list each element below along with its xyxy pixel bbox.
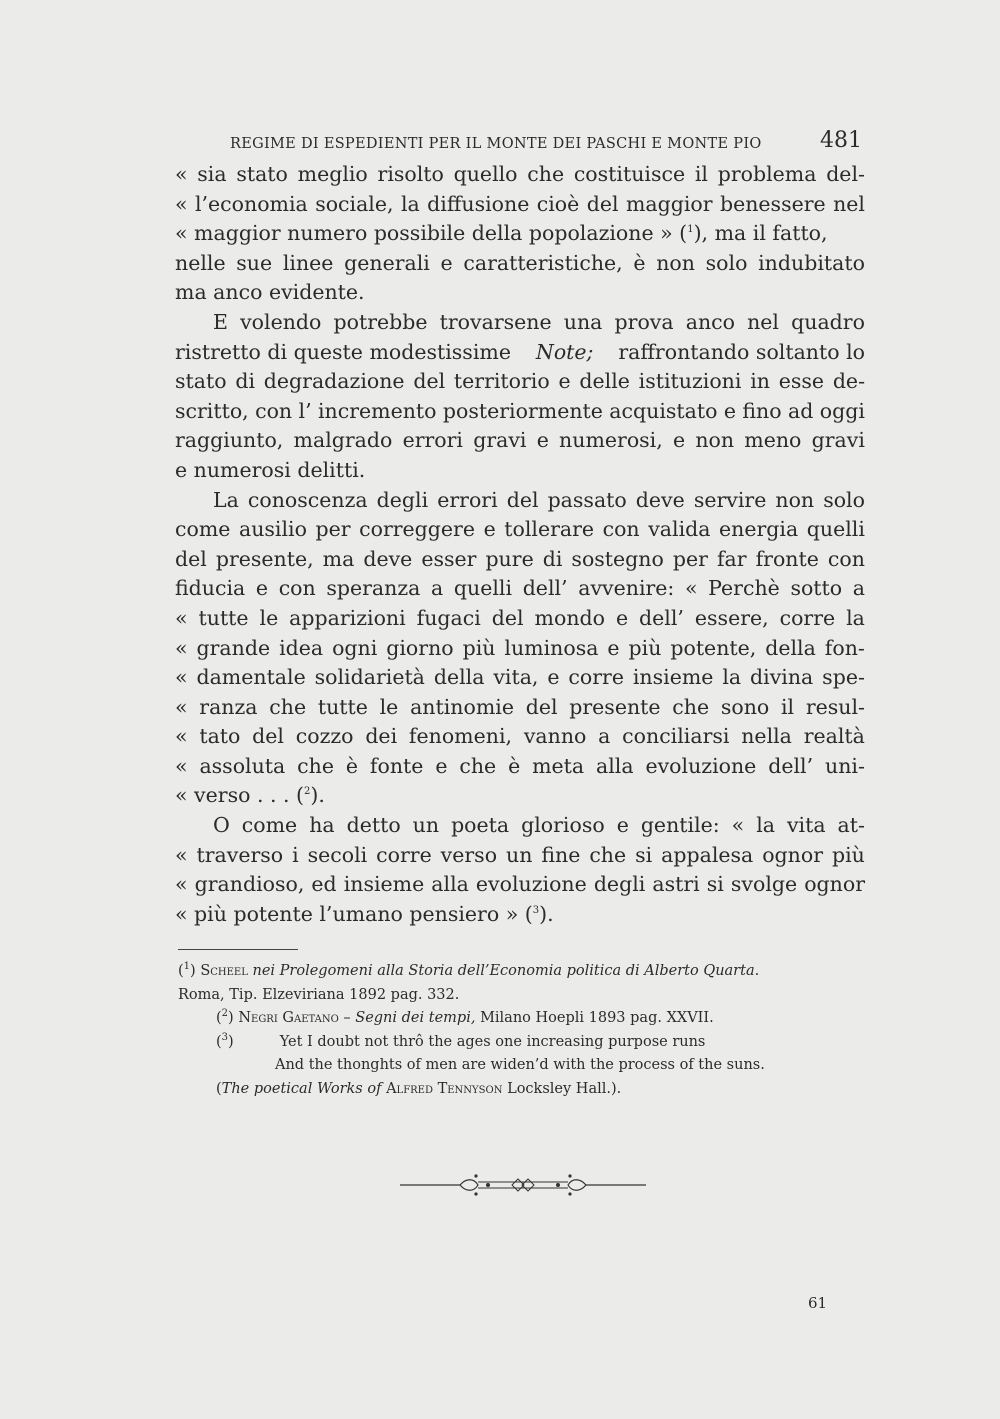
word: ha — [309, 813, 335, 838]
word: del — [506, 487, 539, 512]
word: del — [586, 191, 619, 216]
word: pure — [485, 546, 534, 571]
word: realtà — [803, 724, 865, 749]
word: le — [259, 605, 279, 630]
word: volendo — [240, 309, 322, 334]
word: appalesa — [661, 842, 754, 867]
running-title: REGIME DI ESPEDIENTI PER IL MONTE DEI PASCHI E MONTE PIO — [230, 136, 762, 152]
ornament-divider-icon — [400, 1170, 646, 1200]
word: tutte — [198, 605, 249, 630]
word: in — [750, 369, 770, 394]
word: che — [459, 753, 497, 778]
word: « — [684, 576, 698, 601]
word: svolge — [730, 872, 798, 897]
word: E — [213, 309, 228, 334]
word: più — [462, 635, 496, 660]
word: problema — [717, 162, 817, 186]
word: prova — [614, 309, 674, 334]
word: insieme — [343, 872, 425, 897]
word: presente — [569, 694, 661, 719]
word: passato — [547, 487, 627, 512]
footnote-2: ($^2$) Negri Gaetano – Segni dei tempi, Milano Hoepli 1893 pag. XXVII. — [216, 1008, 714, 1026]
word: « — [175, 872, 188, 897]
word: « — [175, 724, 188, 749]
word: O — [213, 813, 230, 838]
text-line — [175, 634, 865, 664]
text-line: ma anco evidente. — [175, 280, 365, 305]
footnote-3-source: (The poetical Works of Alfred Tennyson Locksley Hall.). — [216, 1080, 622, 1097]
text-segment: « verso . . . ($^2$). — [175, 783, 325, 808]
word: giorno — [386, 635, 454, 660]
word: posteriormente — [442, 398, 603, 423]
word: numerosi, — [559, 428, 663, 453]
footnote-title: Segni dei tempi, — [355, 1010, 476, 1026]
text-line — [175, 811, 865, 841]
word: come — [175, 517, 231, 542]
word: il — [780, 694, 795, 719]
text-line — [175, 781, 865, 811]
word: di — [235, 369, 256, 394]
word: acquistato — [609, 398, 718, 423]
word: « — [175, 842, 188, 867]
word: con — [255, 398, 293, 423]
main-text — [175, 160, 865, 929]
folio-number: 61 — [808, 1294, 828, 1312]
footnote-ref[interactable]: 3 — [532, 905, 540, 917]
word: dell’ — [768, 753, 814, 778]
word: ma — [322, 546, 355, 571]
word: la — [400, 191, 420, 216]
word: per — [672, 546, 708, 571]
footnote-author: Negri Gaetano — [238, 1010, 339, 1026]
word: trovarsene — [439, 309, 552, 334]
text-line — [175, 486, 865, 516]
word: e — [440, 250, 453, 275]
word: conciliarsi — [622, 724, 730, 749]
word: del — [525, 694, 558, 719]
word: ognor — [804, 872, 865, 897]
footnote-mark: 2 — [221, 1008, 229, 1020]
word: fronte — [755, 546, 819, 571]
word: del — [491, 605, 524, 630]
word: un — [506, 842, 533, 867]
word: del — [175, 546, 207, 571]
word: tato — [199, 724, 241, 749]
word: traverso — [196, 842, 284, 867]
text-segment: « più potente l’umano pensiero » ($^3$). — [175, 901, 554, 926]
word: e — [672, 428, 686, 453]
word: più — [831, 842, 865, 867]
word: territorio — [453, 369, 550, 394]
word: si — [635, 842, 653, 867]
word: quelli — [453, 576, 513, 601]
word: il — [694, 162, 708, 186]
word: alla — [596, 753, 634, 778]
word: un — [412, 813, 440, 838]
word: scritto, — [175, 398, 249, 423]
word: più — [628, 635, 662, 660]
footnote-1-cont: Roma, Tip. Elzeviriana 1892 pag. 332. — [178, 986, 460, 1003]
page-number: 481 — [820, 128, 862, 153]
word: grandioso, — [194, 872, 305, 897]
footnote-ref[interactable]: 1 — [687, 224, 694, 236]
word: uni- — [825, 753, 865, 778]
word: degli — [593, 872, 646, 897]
footnote-author: Scheel — [200, 963, 248, 979]
word: quelli — [806, 517, 865, 542]
word: esser — [421, 546, 477, 571]
word: verso — [440, 842, 498, 867]
text-line — [175, 900, 865, 930]
word: « — [175, 694, 188, 719]
word: sostegno — [571, 546, 664, 571]
word: potrebbe — [333, 309, 428, 334]
text-line — [175, 308, 865, 338]
word: che — [269, 694, 307, 719]
word: linee — [282, 250, 334, 275]
footnote-mark: 1 — [183, 961, 191, 973]
word: at- — [837, 813, 865, 838]
word: insieme — [632, 665, 714, 690]
word: errori — [437, 487, 498, 512]
word: « — [175, 605, 188, 630]
word: « — [175, 162, 188, 186]
word: ed — [311, 872, 337, 897]
word: benessere — [719, 191, 826, 216]
footnote-ref[interactable]: 2 — [304, 786, 311, 798]
text-line — [175, 249, 865, 279]
text-line: e numerosi delitti. — [175, 457, 366, 482]
word: dell’ — [522, 576, 568, 601]
word: deve — [363, 546, 413, 571]
word: far — [716, 546, 747, 571]
word: ogni — [332, 635, 378, 660]
word: con — [602, 517, 640, 542]
word: per — [315, 517, 351, 542]
word: quello — [453, 162, 518, 186]
word: assoluta — [199, 753, 286, 778]
word: malgrado — [293, 428, 393, 453]
word: che — [589, 842, 627, 867]
text-line — [175, 574, 865, 604]
word: nel — [747, 309, 779, 334]
word: indubitato — [758, 250, 865, 275]
text-line — [175, 160, 865, 190]
word: valida — [648, 517, 711, 542]
word: luminosa — [504, 635, 599, 660]
word: « — [175, 753, 188, 778]
text-segment: « maggior numero possibile della popolazione » ($^1$), ma il fatto, — [175, 221, 828, 246]
word: e — [616, 813, 629, 838]
text-line — [175, 663, 865, 693]
word: meno — [744, 428, 802, 453]
word: detto — [346, 813, 401, 838]
text-line — [175, 426, 865, 456]
word: e — [547, 665, 560, 690]
word: sue — [236, 250, 273, 275]
word: della — [765, 635, 816, 660]
word: fon- — [824, 635, 865, 660]
word: solidarietà — [314, 665, 425, 690]
word: è — [633, 250, 646, 275]
footnote-3: ($^3$) Yet I doubt not thrô the ages one increasing purpose runs — [216, 1031, 706, 1050]
word: astri — [652, 872, 700, 897]
footnotes — [178, 960, 868, 1101]
word: che — [527, 162, 565, 186]
word: ranza — [199, 694, 258, 719]
italic-word: Note; — [535, 339, 594, 364]
word: diffusione — [427, 191, 530, 216]
text-line — [175, 190, 865, 220]
footnote-separator — [178, 949, 298, 950]
word: evoluzione — [475, 872, 587, 897]
word: non — [656, 250, 695, 275]
word: « — [731, 813, 745, 838]
word: de- — [832, 369, 865, 394]
word: la — [756, 813, 775, 838]
word: sia — [197, 162, 227, 186]
word: fiducia — [175, 576, 246, 601]
word: fenomeni, — [408, 724, 513, 749]
word: e — [536, 428, 549, 453]
word: stato — [175, 369, 227, 394]
text-line — [175, 841, 865, 871]
footnote-1: ($^1$) Scheel nei Prolegomeni alla Storia dell’Economia politica di Alberto Quarta. — [178, 961, 760, 979]
word: conoscenza — [247, 487, 368, 512]
text-line — [175, 752, 865, 782]
word: e — [615, 605, 629, 630]
word: fugaci — [416, 605, 481, 630]
text-line — [175, 545, 865, 575]
word: Perchè — [708, 576, 780, 601]
word: si — [706, 872, 724, 897]
word: a — [852, 576, 865, 601]
word: « — [175, 635, 188, 660]
word: alla — [431, 872, 469, 897]
word: idea — [279, 635, 324, 660]
word: è — [345, 753, 359, 778]
text-line — [175, 870, 865, 900]
word: con — [278, 576, 316, 601]
word: anco — [685, 309, 735, 334]
word: grande — [196, 635, 271, 660]
word: di — [542, 546, 563, 571]
word: non — [695, 428, 735, 453]
text-line — [175, 604, 865, 634]
word: stato — [236, 162, 288, 186]
word: antinomie — [410, 694, 514, 719]
word: energia — [719, 517, 799, 542]
word: e — [483, 517, 496, 542]
word: servire — [693, 487, 767, 512]
word: raggiunto, — [175, 428, 284, 453]
word: cozzo — [295, 724, 354, 749]
word: secoli — [307, 842, 368, 867]
word: gentile: — [640, 813, 720, 838]
word: come — [241, 813, 298, 838]
text-line — [175, 722, 865, 752]
word: vita — [786, 813, 826, 838]
word: glorioso — [521, 813, 605, 838]
word: corre — [376, 842, 432, 867]
word: costituisce — [573, 162, 686, 186]
word: deve — [635, 487, 685, 512]
word: a — [431, 576, 444, 601]
text-line — [175, 515, 865, 545]
word: tutte — [317, 694, 368, 719]
word: quadro — [791, 309, 865, 334]
word: a — [598, 724, 611, 749]
word: meglio — [297, 162, 368, 186]
word: apparizioni — [289, 605, 406, 630]
word: non — [775, 487, 815, 512]
word: ad — [787, 398, 814, 423]
word: fine — [541, 842, 581, 867]
word: nella — [741, 724, 792, 749]
word: La — [213, 487, 239, 512]
word: evoluzione — [645, 753, 757, 778]
word: avvenire: — [578, 576, 675, 601]
word: istituzioni — [638, 369, 742, 394]
word: mondo — [534, 605, 605, 630]
word: nel — [833, 191, 865, 216]
word: dei — [365, 724, 398, 749]
word: damentale — [196, 665, 306, 690]
word: la — [722, 665, 742, 690]
word: oggi — [819, 398, 865, 423]
word: incremento — [317, 398, 437, 423]
word: divina — [750, 665, 814, 690]
word: degli — [376, 487, 429, 512]
word: degradazione — [263, 369, 405, 394]
word: del — [413, 369, 446, 394]
word: ausilio — [238, 517, 307, 542]
word: corre — [568, 665, 624, 690]
word: gravi — [811, 428, 865, 453]
word: esse — [778, 369, 825, 394]
word: « — [175, 665, 188, 690]
word: tollerare — [504, 517, 595, 542]
word: generali — [344, 250, 430, 275]
word: fonte — [369, 753, 424, 778]
word: speranza — [326, 576, 421, 601]
word: presente, — [215, 546, 314, 571]
word: è — [508, 753, 521, 778]
word: una — [563, 309, 603, 334]
word: nelle — [175, 250, 226, 275]
word: sono — [720, 694, 770, 719]
word: e — [558, 369, 571, 394]
word: delle — [579, 369, 630, 394]
word: e — [607, 635, 620, 660]
word: l’economia — [194, 191, 308, 216]
word: errori — [402, 428, 463, 453]
word: sociale, — [315, 191, 394, 216]
footnote-mark: 3 — [221, 1031, 229, 1043]
text-line: ristretto di queste modestissime Note; raffrontando soltanto lo — [175, 338, 865, 368]
word: i — [292, 842, 299, 867]
word: dell’ — [639, 605, 684, 630]
text-line — [175, 367, 865, 397]
word: solo — [705, 250, 748, 275]
word: poeta — [451, 813, 510, 838]
word: maggior — [625, 191, 713, 216]
word: le — [379, 694, 399, 719]
word: sotto — [790, 576, 843, 601]
word: cioè — [536, 191, 580, 216]
word: ognor — [762, 842, 824, 867]
word: con — [827, 546, 865, 571]
text-line — [175, 219, 865, 249]
text-line — [175, 693, 865, 723]
word: del — [252, 724, 284, 749]
word: « — [175, 191, 188, 216]
word: del- — [826, 162, 865, 186]
word: fino — [742, 398, 782, 423]
word: spe- — [822, 665, 865, 690]
word: vita, — [493, 665, 539, 690]
word: che — [297, 753, 334, 778]
word: essere, — [694, 605, 769, 630]
word: e — [255, 576, 269, 601]
word: correggere — [359, 517, 475, 542]
word: e — [723, 398, 736, 423]
word: meta — [532, 753, 585, 778]
word: e — [435, 753, 448, 778]
running-header — [230, 128, 862, 158]
verse-line-1: Yet I doubt not thrô the ages one increasing purpose runs — [279, 1033, 706, 1050]
word: risolto — [377, 162, 444, 186]
word: potente, — [670, 635, 757, 660]
word: corre — [779, 605, 836, 630]
word: l’ — [298, 398, 312, 423]
word: resul- — [805, 694, 865, 719]
word: solo — [823, 487, 865, 512]
text-line — [175, 397, 865, 427]
word: della — [433, 665, 485, 690]
word: la — [846, 605, 865, 630]
word: vanno — [523, 724, 587, 749]
word: gravi — [473, 428, 527, 453]
word: che — [672, 694, 710, 719]
footnote-3-verse: And the thonghts of men are widen’d with the process of the suns. — [275, 1057, 765, 1073]
footnote-title: nei Prolegomeni alla Storia dell’Economia politica di Alberto Quarta. — [252, 963, 760, 979]
word: caratteristiche, — [463, 250, 623, 275]
